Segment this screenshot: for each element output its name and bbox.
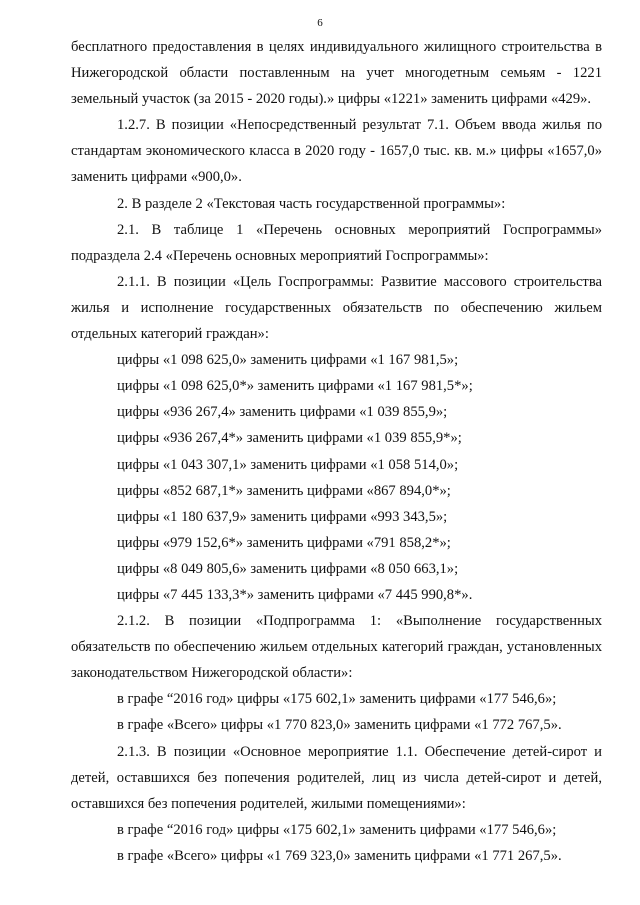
replacement-line: цифры «1 098 625,0» заменить цифрами «1 167 981,5»; [117, 352, 459, 369]
paragraph-1-2-7: 1.2.7. В позиции «Непосредственный результат 7.1. Объем ввода жилья по стандартам экономического класса в 2020 году - 1657,0 тыс. кв. м.» цифры «1657,0» заменить цифрами «900,0». [71, 117, 602, 186]
replacement-line: цифры «7 445 133,3*» заменить цифрами «7 445 990,8*». [117, 586, 473, 603]
replacement-line: цифры «8 049 805,6» заменить цифрами «8 050 663,1»; [117, 560, 459, 577]
replacement-line: цифры «936 267,4» заменить цифрами «1 039 855,9»; [117, 404, 448, 421]
replacement-line: в графе “2016 год» цифры «175 602,1» заменить цифрами «177 546,6»; [117, 691, 557, 708]
replacement-line: в графе «Всего» цифры «1 769 323,0» заменить цифрами «1 771 267,5». [117, 847, 562, 864]
document-body [71, 34, 602, 869]
page-number: 6 [317, 17, 323, 29]
paragraph-2-1-3: 2.1.3. В позиции «Основное мероприятие 1.1. Обеспечение детей-сирот и детей, оставшихся без попечения родителей, лиц из числа детей-сирот и детей, оставшихся без попечения родителей, жилыми помещениями»: [71, 743, 602, 812]
replacement-line: цифры «852 687,1*» заменить цифрами «867 894,0*»; [117, 482, 451, 499]
paragraph-section-2: 2. В разделе 2 «Текстовая часть государственной программы»: [117, 195, 506, 212]
replacement-line: цифры «1 180 637,9» заменить цифрами «993 343,5»; [117, 508, 448, 525]
paragraph-2-1-2: 2.1.2. В позиции «Подпрограмма 1: «Выполнение государственных обязательств по обеспечению жильем отдельных категорий граждан, установленных законодательством Нижегородской области»: [71, 613, 602, 682]
replacement-line: цифры «936 267,4*» заменить цифрами «1 039 855,9*»; [117, 430, 462, 447]
replacement-line: цифры «979 152,6*» заменить цифрами «791 858,2*»; [117, 534, 451, 551]
paragraph-2-1-1: 2.1.1. В позиции «Цель Госпрограммы: Развитие массового строительства жилья и исполнение государственных обязательств по обеспечению жильем отдельных категорий граждан»: [71, 273, 602, 343]
replacement-line: цифры «1 043 307,1» заменить цифрами «1 058 514,0»; [117, 456, 459, 473]
replacement-line: в графе “2016 год» цифры «175 602,1» заменить цифрами «177 546,6»; [117, 821, 557, 838]
replacement-line: цифры «1 098 625,0*» заменить цифрами «1 167 981,5*»; [117, 378, 473, 395]
paragraph-continuation: бесплатного предоставления в целях индивидуального жилищного строительства в Нижегородской области поставленным на учет многодетным семьям - 1221 земельный участок (за 2015 - 2020 годы).» цифры «1221» заменить цифрами «429». [71, 39, 602, 108]
replacement-line: в графе «Всего» цифры «1 770 823,0» заменить цифрами «1 772 767,5». [117, 717, 562, 734]
paragraph-2-1: 2.1. В таблице 1 «Перечень основных мероприятий Госпрограммы» подраздела 2.4 «Перечень основных мероприятий Госпрограммы»: [71, 221, 602, 264]
